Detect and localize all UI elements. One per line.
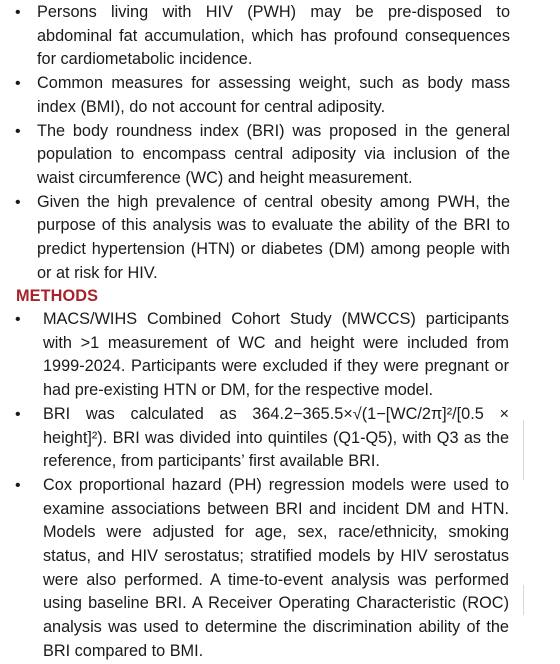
bullet-dot: •: [15, 311, 21, 328]
bullet-dot: •: [15, 122, 21, 140]
intro-bullet-4: [0, 191, 510, 286]
intro-bullet-text: The body roundness index (BRI) was proposed in the general population to encompass central adiposity via inclusion of the waist circumference (WC) and height measurement.: [37, 121, 510, 187]
divider-line: [523, 420, 524, 480]
methods-bullet-text: BRI was calculated as 364.2−365.5×√(1−[WC/2π]²/[0.5 × height]²). BRI was divided into quintiles (Q1-Q5), with Q3 as the reference, from participants’ first available BRI.: [43, 404, 509, 471]
bullet-dot: •: [15, 75, 21, 93]
methods-heading: METHODS: [16, 287, 99, 305]
methods-bullet-1: [0, 308, 509, 403]
intro-bullet-1: [0, 1, 510, 72]
intro-bullet-text: Persons living with HIV (PWH) may be pre-disposed to abdominal fat accumulation, which has profound consequences for cardiometabolic incidence.: [37, 3, 510, 69]
bullet-dot: •: [15, 193, 21, 211]
methods-bullet-2: [0, 403, 509, 474]
methods-bullet-list: [0, 308, 509, 664]
bullet-dot: •: [15, 4, 21, 21]
methods-bullet-3: [0, 474, 509, 664]
methods-bullet-text: Cox proportional hazard (PH) regression models were used to examine associations between BRI and incident DM and HTN. Models were adjusted for age, sex, race/ethnicity, smoking status, and HIV serostatus; stratified models by HIV serostatus were also performed. A time-to-event analysis was performed using baseline BRI. A Receiver Operating Characteristic (ROC) analysis was used to determine the discrimination ability of the BRI compared to BMI.: [43, 475, 509, 660]
introduction-bullet-list: [0, 1, 510, 285]
bullet-dot: •: [15, 476, 21, 494]
bullet-dot: •: [15, 405, 21, 423]
methods-bullet-text: MACS/WIHS Combined Cohort Study (MWCCS) participants with >1 measurement of WC and height were included from 1999-2024. Participants were excluded if they were pregnant or had pre-existing HTN or DM, for the respective model.: [43, 310, 509, 400]
intro-bullet-2: [0, 72, 510, 119]
intro-bullet-3: [0, 120, 510, 191]
intro-bullet-text: Common measures for assessing weight, such as body mass index (BMI), do not account for central adiposity.: [37, 74, 510, 116]
intro-bullet-text: Given the high prevalence of central obesity among PWH, the purpose of this analysis was to evaluate the ability of the BRI to predict hypertension (HTN) or diabetes (DM) among people with or at risk for HIV.: [37, 192, 510, 282]
divider-line: [523, 585, 524, 615]
